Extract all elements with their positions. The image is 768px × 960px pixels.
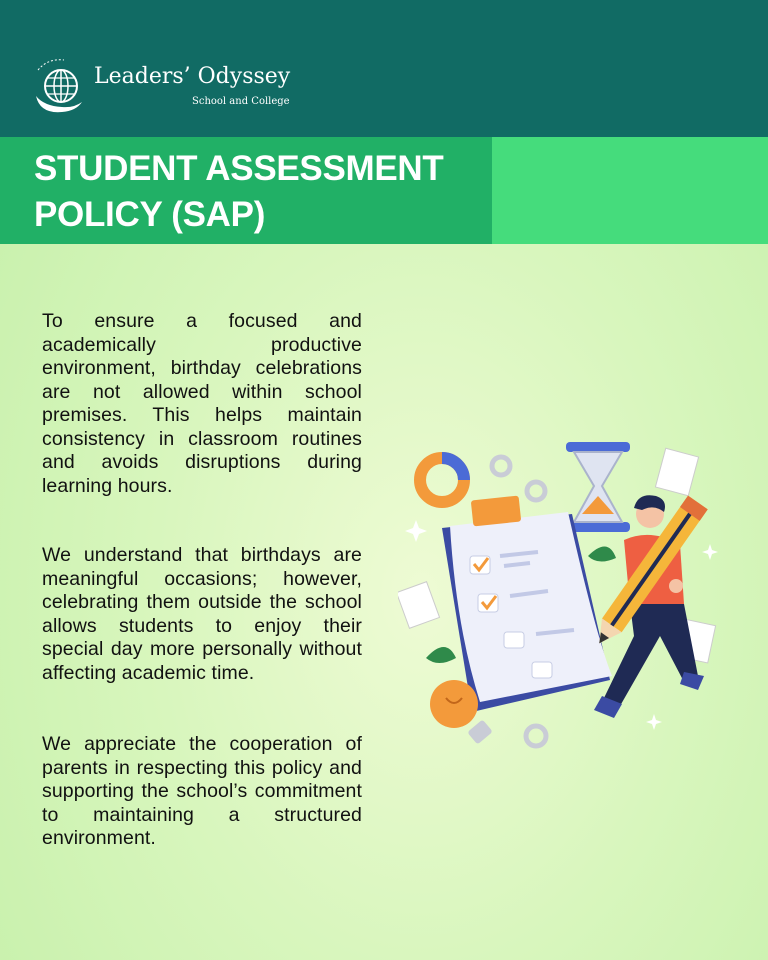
header-bar [0, 0, 768, 137]
title-accent-block [492, 137, 768, 244]
paragraph-3: We appreciate the cooperation of parents in respecting this policy and supporting the school’s commitment to maintaining a structured environment. [42, 733, 362, 849]
paragraph-1: To ensure a focused and academically productive environment, birthday celebrations are not allowed within school premises. This helps maintain consistency in classroom routines and avoids disruptions during learning hours. [42, 310, 362, 497]
paragraph-2: We understand that birthdays are meaningful occasions; however, celebrating them outside the school allows students to enjoy their special day more personally without affecting academic time. [42, 544, 362, 684]
donut-chart-icon [420, 458, 464, 502]
paper-icon [655, 448, 698, 495]
school-name: Leaders’ Odyssey [94, 64, 291, 89]
student-pencil-illustration [398, 436, 728, 766]
page-title: STUDENT ASSESSMENT POLICY (SAP) [34, 149, 444, 234]
school-logo[interactable] [30, 56, 300, 120]
globe-logo-icon [30, 56, 92, 118]
school-subtitle: School and College [192, 96, 290, 107]
hourglass-icon [566, 442, 630, 532]
